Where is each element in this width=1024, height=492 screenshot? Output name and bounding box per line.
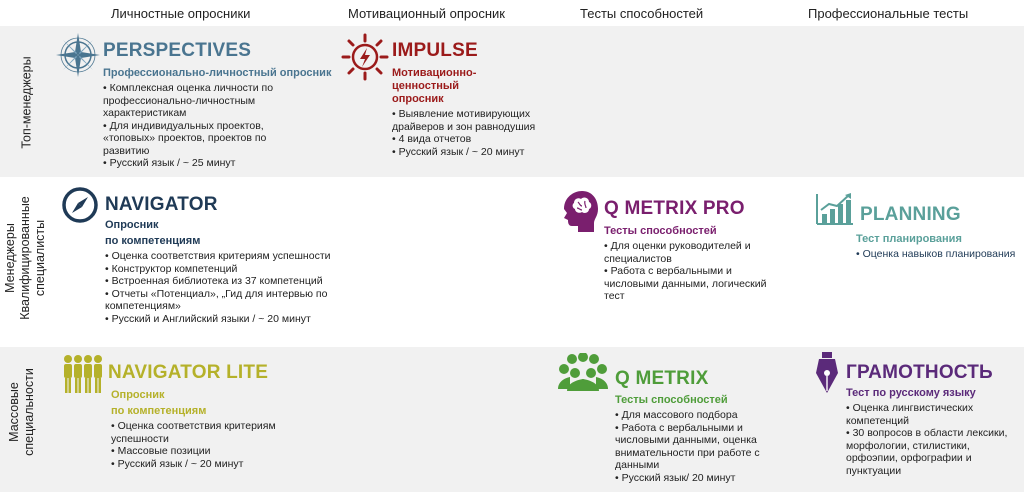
- list-item: • Комплексная оценка личности по профессионально-личностным характеристикам: [103, 82, 274, 119]
- navigator-lite-title: NAVIGATOR LITE: [108, 362, 269, 383]
- perspectives-subtitle: Профессионально-личностный опросник: [103, 67, 332, 79]
- list-item: • Отчеты «Потенциал», „Гид для интервью по компетенциям»: [105, 287, 328, 312]
- planning-subtitle: Тест планирования: [856, 233, 962, 245]
- card-qmetrix-pro: [604, 198, 794, 303]
- card-navigator: [105, 194, 345, 325]
- column-header-professional: Профессиональные тесты: [808, 6, 969, 21]
- lightning-sun-icon: [341, 33, 389, 81]
- list-item: • Русский язык / ~ 20 минут: [392, 145, 525, 158]
- card-qmetrix: [615, 368, 795, 484]
- list-item: • Конструктор компетенций: [105, 262, 238, 275]
- card-perspectives: [103, 40, 343, 170]
- list-item: • Для индивидуальных проектов, «топовых» проектов, проектов по развитию: [103, 119, 267, 157]
- perspectives-title: PERSPECTIVES: [103, 40, 252, 61]
- row-label-mass: Массовые специальности: [7, 368, 36, 456]
- impulse-subtitle: Мотивационно-ценностный опросник: [392, 67, 477, 105]
- list-item: • Встроенная библиотека из 37 компетенций: [105, 275, 323, 287]
- list-item: • Для массового подбора: [615, 409, 738, 421]
- compass-icon: [62, 187, 98, 223]
- list-item: • Работа с вербальными и числовыми данными, оценка внимательности при работе с данными: [615, 421, 760, 471]
- column-header-personality: Личностные опросники: [111, 6, 251, 21]
- perspectives-bullets: [103, 82, 313, 170]
- gramotnost-bullets: [846, 402, 1020, 477]
- list-item: • Русский язык / ~ 20 минут: [111, 457, 244, 470]
- planning-bullets: [856, 248, 1024, 261]
- column-header-abilities: Тесты способностей: [580, 6, 704, 21]
- list-item: • Оценка соответствия критериям успешности: [111, 420, 276, 445]
- team-icon: [558, 353, 608, 393]
- list-item: • Выявление мотивирующих драйверов и зон равнодушия: [392, 108, 536, 133]
- qmetrix-title: Q METRIX: [615, 368, 709, 389]
- list-item: • 4 вида отчетов: [392, 133, 472, 145]
- list-item: • Русский и Английский языки / ~ 20 минут: [105, 312, 311, 325]
- navigator-subtitle-line2: по компетенциям: [105, 235, 201, 247]
- navigator-lite-bullets: [108, 420, 316, 470]
- card-planning-details: [856, 233, 1024, 261]
- impulse-title: IMPULSE: [392, 40, 478, 61]
- impulse-bullets: [392, 108, 547, 158]
- qmetrix-pro-subtitle: Тесты способностей: [604, 225, 717, 237]
- pen-nib-icon: [814, 351, 840, 395]
- qmetrix-bullets: [615, 409, 775, 484]
- card-impulse: [392, 40, 552, 158]
- card-navigator-lite: [108, 362, 338, 470]
- list-item: • Оценка навыков планирования: [856, 248, 1016, 260]
- card-gramotnost: [846, 362, 1022, 477]
- row-label-top-managers: Топ-менеджеры: [19, 56, 34, 149]
- head-brain-icon: [558, 189, 600, 233]
- list-item: • 30 вопросов в области лексики, морфологии, стилистики, орфоэпии, орфографии и пунктуации: [846, 427, 1008, 477]
- qmetrix-pro-title: Q METRIX PRO: [604, 198, 745, 219]
- qmetrix-subtitle: Тесты способностей: [615, 394, 728, 406]
- list-item: • Оценка лингвистических компетенций: [846, 402, 974, 427]
- navigator-title: NAVIGATOR: [105, 194, 218, 215]
- qmetrix-pro-bullets: [604, 240, 774, 303]
- column-header-motivation: Мотивационный опросник: [348, 6, 505, 21]
- list-item: • Русский язык / ~ 25 минут: [103, 157, 236, 169]
- navigator-subtitle-line1: Опросник: [105, 219, 159, 231]
- gramotnost-subtitle: Тест по русскому языку: [846, 387, 976, 399]
- row-label-managers: Менеджеры Квалифицированные специалисты: [3, 196, 47, 320]
- list-item: • Для оценки руководителей и специалистов: [604, 240, 751, 265]
- people-group-icon: [62, 354, 104, 396]
- list-item: • Оценка соответствия критериям успешности: [105, 250, 331, 262]
- navigator-lite-subtitle-line2: по компетенциям: [111, 405, 207, 417]
- list-item: • Массовые позиции: [111, 445, 211, 457]
- navigator-bullets: [105, 250, 345, 325]
- compass-rose-icon: [55, 32, 101, 78]
- navigator-lite-subtitle-line1: Опросник: [111, 389, 165, 401]
- list-item: • Работа с вербальными и числовыми данными, логический тест: [604, 265, 767, 302]
- card-planning: [860, 204, 1024, 226]
- planning-title: PLANNING: [860, 204, 961, 225]
- bar-chart-growth-icon: [815, 192, 855, 226]
- gramotnost-title: ГРАМОТНОСТЬ: [846, 362, 993, 383]
- list-item: • Русский язык/ 20 минут: [615, 471, 736, 484]
